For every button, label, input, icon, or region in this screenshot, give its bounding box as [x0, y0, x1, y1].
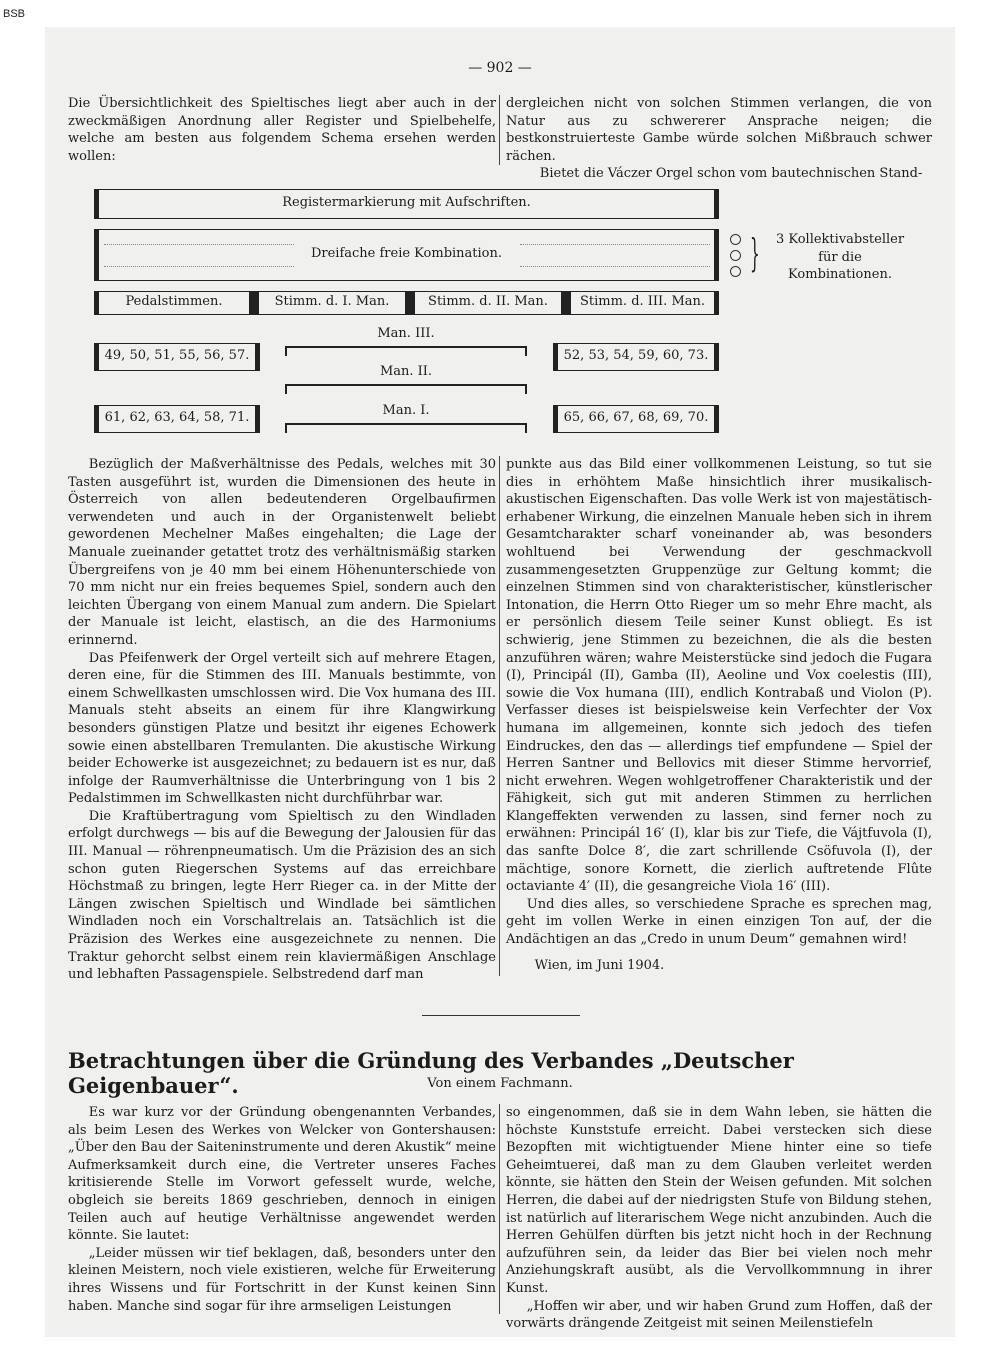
left-top-numbers — [94, 343, 260, 371]
column-rule — [499, 1104, 500, 1314]
paragraph: „Leider müssen wir tief beklagen, daß, besonders unter den kleinen Meistern, noch viele existieren, welche für Erweiterung ihres Wissens und für Fortschritt in der Kunst keinen Sinn haben. Manche sind sogar für ihre armseligen Leistungen — [68, 1245, 496, 1314]
paragraph: Bietet die Váczer Orgel schon vom bautechnischen Stand- — [539, 166, 923, 182]
mid-right-column — [506, 456, 932, 974]
paragraph: Die Kraftübertragung vom Spieltisch zu den Windladen erfolgt durchwegs — bis auf die Bewegung der Jalousien für das III. Manual — röhrenpneumatisch. Um die Präzision des an sich schon guten Riegerschen Systems auf das erreichbare Höchstmaß zu bringen, legte Herr Rieger ca. in der Mitte der Längen zwischen Spieltisch und Windlade bei sämtlichen Windladen noch ein Vorschaltrelais an. Tatsächlich ist die Präzision des Werkes eine ausgezeichnete zu nennen. Die Traktur gehorcht selbst einem rein klaviermäßigen Anschlage und lebhaften Passagenspiele. Selbstredend darf man — [68, 808, 496, 983]
dateline: Wien, im Juni 1904. — [534, 957, 665, 973]
left-bottom-numbers — [94, 405, 260, 433]
side-note-line: 3 Kollektivabsteller — [775, 232, 905, 247]
number-list: 65, 66, 67, 68, 69, 70. — [563, 410, 709, 425]
article-right-column — [506, 1104, 932, 1333]
combination-row-label: Dreifache freie Kombination. — [310, 246, 503, 261]
page-number: — 902 — — [468, 60, 532, 76]
paragraph: „Hoffen wir aber, und wir haben Grund zum Hoffen, daß der vorwärts drängende Zeitgeist mit seinen Meilenstiefeln — [506, 1298, 932, 1332]
column-rule — [499, 95, 500, 165]
side-note-line: Kombinationen. — [788, 267, 892, 282]
stop-label: Stimm. d. I. Man. — [274, 294, 390, 309]
manual-bracket — [285, 346, 527, 356]
side-note — [770, 231, 910, 284]
library-mark: BSB — [3, 8, 26, 20]
register-row-label: Registermarkierung mit Aufschriften. — [282, 195, 531, 210]
combination-row-box — [94, 229, 719, 281]
manual-bracket — [285, 423, 527, 433]
paragraph: Das Pfeifenwerk der Orgel verteilt sich auf mehrere Etagen, deren eine, für die Stimmen des III. Manuals bestimmte, von einem Schwellkasten umschlossen wird. Die Vox humana des III. Manuals steht abseits an einem für ihre Klangwirkung besonders günstigen Platze und besitzt ihr eigenes Echowerk sowie einen abstellbaren Tremulanten. Die akustische Wirkung beider Echowerke ist ausgezeichnet; zu bedauern ist es nur, daß infolge der Raumverhältnisse die Unterbringung von 1 bis 2 Pedalstimmen im Schwellkasten nicht durchführbar war. — [68, 650, 496, 807]
side-note-line: für die — [818, 249, 862, 265]
paragraph: so eingenommen, daß sie in dem Wahn leben, sie hätten die höchste Kunststufe erreicht. Dabei verstecken sich diese Bezopften mit wichtigtuender Miene hinter eine so tiefe Geheimtuerei, daß man zu dem Glauben verleitet werden könnte, sie hätten den Stein der Weisen gefunden. Mit solchen Herren, die dabei auf der niedrigsten Stufe von Bildung stehen, ist natürlich auf literarischem Wege nicht anzubinden. Auch die Herren Gehülfen dürften bis jetzt nicht hoch in der Rechnung aufzuführen sein, da leider das Bier bei vielen noch mehr Anziehungskraft ausübt, als die Vervollkommnung in ihrer Kunst. — [506, 1105, 932, 1296]
stop-label: Stimm. d. II. Man. — [428, 294, 548, 309]
dotted-leader — [104, 244, 294, 245]
switch-circle-icon — [730, 250, 741, 261]
paragraph: Es war kurz vor der Gründung obengenannten Verbandes, als beim Lesen des Werkes von Welcker von Gontershausen: „Über den Bau der Saiteninstrumente und deren Akustik“ meine Aufmerksamkeit durch eine, die Vertreter unseres Faches kritisierende Stelle im Vorwort gefesselt wurde, welche, obgleich sie bereits 1869 geschrieben, dennoch in einigen Teilen auch auf heutige Verhältnisse angewendet werden könnte. Sie lautet: — [68, 1105, 496, 1244]
article-title: Betrachtungen über die Gründung des Verbandes „Deutscher Geigenbauer“. — [68, 1048, 794, 1098]
separator-rule — [422, 1015, 580, 1016]
paragraph: dergleichen nicht von solchen Stimmen verlangen, die von Natur aus zu schwererer Ansprache neigen; die bestkonstruierteste Gambe würde solchen Mißbrauch schwer rächen. — [506, 96, 932, 164]
manual-label: Man. II. — [379, 364, 433, 379]
stop-label: Stimm. d. III. Man. — [579, 294, 706, 309]
article-byline: Von einem Fachmann. — [427, 1076, 573, 1091]
dotted-leader — [104, 266, 294, 267]
switch-circle-icon — [730, 266, 741, 277]
register-row-box — [94, 189, 719, 219]
paragraph: Bezüglich der Maßverhältnisse des Pedals, welches mit 30 Tasten ausgeführt ist, wurden die Dimensionen des heute in Österreich von allen bedeutenderen Orgelbaufirmen verwendeten und auch in der Organistenwelt beliebt gewordenen Mechelner Maßes eingehalten; die Lage der Manuale zueinander getattet trotz des verhältnismäßig starken Übergreifens von je 40 mm bei einem Höhenunterschiede von 70 mm nicht nur ein freies bequemes Spiel, sondern auch den leichten Übergang von einem Manual zum andern. Die Spielart der Manuale ist leicht, elastisch, an die des Harmoniums erinnernd. — [68, 457, 496, 648]
dotted-leader — [520, 266, 710, 267]
top-left-column — [68, 95, 496, 165]
column-rule — [499, 456, 500, 976]
right-bottom-numbers — [553, 405, 719, 433]
manual-label: Man. III. — [377, 326, 435, 341]
paragraph: Die Übersichtlichkeit des Spieltisches liegt aber auch in der zweckmäßigen Anordnung aller Register und Spielbehelfe, welche am besten aus folgendem Schema ersehen werden wollen: — [68, 96, 496, 164]
stop-box-pedal — [94, 291, 254, 315]
dotted-leader — [520, 244, 710, 245]
stop-box-man1 — [254, 291, 410, 315]
paragraph: punkte aus das Bild einer vollkommenen Leistung, so tut sie dies in erhöhtem Maße hinsichtlich ihrer musikalisch-akustischen Eigenschaften. Das volle Werk ist von majestätisch-erhabener Wirkung, die einzelnen Manuale heben sich in ihrem Gesamtcharakter scharf voneinander ab, was besonders wohltuend bei Verwendung der geschmackvoll zusammengesetzten Gruppenzüge zur Geltung kommt; die einzelnen Stimmen sind von charakteristischer, künstlerischer Intonation, die Herrn Otto Rieger um so mehr Ehre macht, als er persönlich diesem Teile seiner Kunst obliegt. Es ist schwierig, jene Stimmen zu bezeichnen, die als die besten anzuführen wären; wahre Meisterstücke sind jedoch die Fugara (I), Principál (II), Gamba (II), Aeoline und Vox coelestis (III), sowie die Vox humana (III), endlich Kontrabaß und Violon (P). Verfasser dieses ist beispielsweise kein Verfechter der Vox humana im allgemeinen, konnte sich jedoch des tiefen Eindruckes, den das — allerdings tief empfundene — Spiel der Herren Santner und Bellovics mit dieser Stimme hervorrief, nicht erwehren. Wegen wohlgetroffener Charakteristik und der Fähigkeit, sich gut mit anderen Stimmen zu herrlichen Klangeffekten verwenden zu lassen, sind ferner noch zu erwähnen: Principál 16′ (I), klar bis zur Tiefe, die Vájtfuvola (I), das sanfte Dolce 8′, die zart schrillende Csöfuvola (I), der mächtige, sonore Kornett, die zierlich auftretende Flûte octaviante 4′ (II), die gesangreiche Viola 16′ (III). — [506, 457, 932, 895]
manual-label: Man. I. — [382, 403, 430, 418]
brace-icon: } — [750, 231, 760, 275]
stop-box-man2 — [410, 291, 566, 315]
manual-bracket — [285, 384, 527, 394]
paragraph: Und dies alles, so verschiedene Sprache es sprechen mag, geht im vollen Werke in einen einzigen Ton auf, der die Andächtigen an das „Credo in unum Deum“ gemahnen wird! — [506, 896, 932, 948]
mid-left-column — [68, 456, 496, 984]
number-list: 52, 53, 54, 59, 60, 73. — [563, 348, 709, 363]
number-list: 61, 62, 63, 64, 58, 71. — [104, 410, 250, 425]
switch-circle-icon — [730, 234, 741, 245]
top-right-column — [506, 95, 932, 183]
number-list: 49, 50, 51, 55, 56, 57. — [104, 348, 250, 363]
article-left-column — [68, 1104, 496, 1315]
right-top-numbers — [553, 343, 719, 371]
stop-label: Pedalstimmen. — [125, 294, 223, 309]
stop-box-man3 — [566, 291, 719, 315]
